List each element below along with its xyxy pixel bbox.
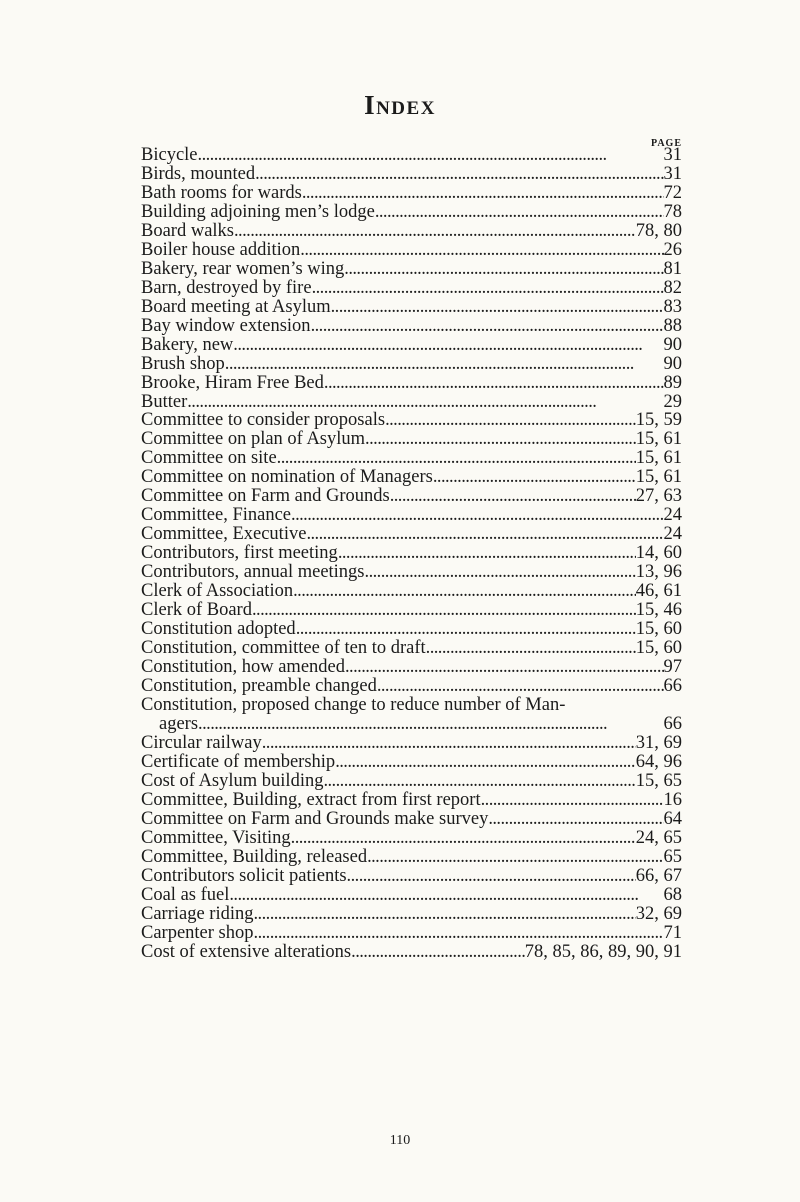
dot-leader [365, 563, 636, 582]
entry-pages: 13, 96 [635, 562, 682, 582]
entry-pages: 31 [663, 164, 682, 184]
entry-label: Contributors, annual meetings [141, 562, 365, 582]
dot-leader [254, 924, 664, 943]
index-entry [141, 601, 682, 620]
entry-pages: 31, 69 [635, 733, 682, 753]
dot-leader [331, 298, 664, 317]
entry-pages: 78, 80 [635, 221, 682, 241]
entry-pages: 15, 61 [635, 429, 682, 449]
index-entry [141, 411, 682, 430]
entry-label: Brooke, Hiram Free Bed [141, 373, 324, 393]
entry-pages: 97 [663, 657, 682, 677]
entry-pages: 15, 46 [635, 600, 682, 620]
entry-pages: 90 [663, 335, 682, 355]
index-entry [141, 753, 682, 772]
dot-leader [488, 810, 663, 829]
entry-pages: 26 [663, 240, 682, 260]
entry-pages: 14, 60 [635, 543, 682, 563]
entry-pages: 65 [663, 847, 682, 867]
dot-leader [324, 374, 664, 393]
dot-leader [351, 943, 525, 962]
dot-leader [252, 601, 636, 620]
entry-label: Bay window extension [141, 316, 311, 336]
index-entry [141, 279, 682, 298]
entry-label: Cost of extensive alterations [141, 942, 352, 962]
dot-leader [433, 468, 636, 487]
entry-label: agers [159, 714, 199, 734]
entry-label: Circular railway [141, 733, 262, 753]
index-entry [141, 544, 682, 563]
dot-leader [296, 620, 636, 639]
entry-pages: 24, 65 [635, 828, 682, 848]
entry-pages: 31 [663, 145, 682, 165]
page-title: Index [364, 90, 436, 120]
entry-label: Committee on Farm and Grounds [141, 486, 390, 506]
entry-pages: 66, 67 [635, 866, 682, 886]
dot-leader [338, 544, 636, 563]
entry-label: Committee on nomination of Managers [141, 467, 433, 487]
dot-leader [323, 772, 635, 791]
entry-pages: 64 [663, 809, 682, 829]
entry-pages: 16 [663, 790, 682, 810]
entry-pages: 71 [663, 923, 682, 943]
index-entry [141, 905, 682, 924]
index-entry-continued: Constitution, proposed change to reduce number of Man- [141, 695, 566, 715]
entry-pages: 15, 60 [635, 619, 682, 639]
entry-pages: 32, 69 [635, 904, 682, 924]
entry-pages: 29 [663, 392, 682, 412]
index-entry [141, 658, 682, 677]
dot-leader [344, 260, 663, 279]
index-entry [141, 525, 682, 544]
entry-pages: 83 [663, 297, 682, 317]
entry-pages: 24 [663, 505, 682, 525]
entry-label: Building adjoining men’s lodge [141, 202, 375, 222]
index-entry [141, 924, 682, 943]
dot-leader [229, 886, 663, 905]
entry-pages: 15, 61 [635, 448, 682, 468]
entry-label: Carpenter shop [141, 923, 254, 943]
entry-label: Clerk of Association [141, 581, 294, 601]
dot-leader [312, 279, 664, 298]
entry-label: Committee, Building, extract from first report [141, 790, 481, 810]
entry-label: Constitution, preamble changed [141, 676, 377, 696]
index-entry [141, 943, 682, 962]
index-entry [141, 848, 682, 867]
dot-leader [481, 791, 664, 810]
index-entry [141, 260, 682, 279]
index-group-b [141, 146, 682, 412]
entry-pages: 64, 96 [635, 752, 682, 772]
dot-leader [198, 715, 663, 734]
entry-label: Committee to consider proposals [141, 410, 386, 430]
entry-label: Barn, destroyed by fire [141, 278, 312, 298]
entry-pages: 78 [663, 202, 682, 222]
dot-leader [198, 146, 664, 165]
dot-leader [262, 734, 636, 753]
entry-pages: 68 [663, 885, 682, 905]
index-entry [141, 241, 682, 260]
entry-label: Committee, Executive [141, 524, 307, 544]
entry-label: Contributors solicit patients [141, 866, 347, 886]
entry-label: Constitution, how amended [141, 657, 345, 677]
index-entry [141, 506, 682, 525]
dot-leader [390, 487, 636, 506]
entry-pages: 89 [663, 373, 682, 393]
entry-pages: 81 [663, 259, 682, 279]
dot-leader [302, 184, 664, 203]
dot-leader [277, 449, 636, 468]
entry-pages: 90 [663, 354, 682, 374]
entry-label: Committee, Building, released [141, 847, 368, 867]
entry-pages: 88 [663, 316, 682, 336]
index-entry [141, 810, 682, 829]
entry-label: Committee, Visiting [141, 828, 291, 848]
index-entry [141, 487, 682, 506]
entry-label: Coal as fuel [141, 885, 230, 905]
entry-pages: 82 [663, 278, 682, 298]
index-entry [141, 772, 682, 791]
index-entry [141, 222, 682, 241]
entry-pages: 15, 61 [635, 467, 682, 487]
index-entry [141, 829, 682, 848]
index-entry [141, 563, 682, 582]
entry-pages: 27, 63 [635, 486, 682, 506]
dot-leader [377, 677, 664, 696]
index-entry [141, 715, 682, 734]
entry-label: Brush shop [141, 354, 225, 374]
entry-pages: 72 [663, 183, 682, 203]
dot-leader [255, 165, 663, 184]
dot-leader [311, 317, 664, 336]
entry-pages: 24 [663, 524, 682, 544]
index-entry [141, 336, 682, 355]
dot-leader [345, 658, 664, 677]
entry-label: Bath rooms for wards [141, 183, 302, 203]
page-column-heading: PAGE [650, 138, 682, 149]
index-entry [141, 867, 682, 886]
index-entry [141, 430, 682, 449]
dot-leader [293, 582, 636, 601]
index-entry [141, 203, 682, 222]
dot-leader [335, 753, 636, 772]
dot-leader [426, 639, 636, 658]
entry-pages: 66 [663, 676, 682, 696]
index-entry [141, 886, 682, 905]
entry-pages: 15, 60 [635, 638, 682, 658]
dot-leader [291, 829, 636, 848]
dot-leader [254, 905, 636, 924]
entry-label: Bakery, new [141, 335, 234, 355]
dot-leader [365, 430, 636, 449]
dot-leader [375, 203, 664, 222]
index-entry [141, 317, 682, 336]
entry-label: Butter [141, 392, 188, 412]
page-number: 110 [389, 1133, 411, 1148]
index-entry [141, 639, 682, 658]
entry-pages: 66 [663, 714, 682, 734]
index-entry [141, 298, 682, 317]
index-entry [141, 165, 682, 184]
dot-leader [306, 525, 663, 544]
entry-pages: 78, 85, 86, 89, 90, 91 [524, 942, 682, 962]
index-entry [141, 146, 682, 165]
dot-leader [367, 848, 663, 867]
index-entry [141, 620, 682, 639]
entry-label: Committee, Finance [141, 505, 292, 525]
dot-leader [234, 222, 636, 241]
entry-label: Committee on plan of Asylum [141, 429, 366, 449]
index-entry [141, 449, 682, 468]
dot-leader [291, 506, 663, 525]
entry-label: Cost of Asylum building [141, 771, 324, 791]
entry-label: Committee on Farm and Grounds make survey [141, 809, 489, 829]
entry-label: Board walks [141, 221, 234, 241]
dot-leader [233, 336, 663, 355]
index-entry [141, 184, 682, 203]
index-entry [141, 374, 682, 393]
index-group-c [141, 411, 682, 962]
entry-label: Contributors, first meeting [141, 543, 338, 563]
index-entry [141, 355, 682, 374]
entry-pages: 46, 61 [635, 581, 682, 601]
entry-label: Clerk of Board [141, 600, 252, 620]
entry-label: Constitution adopted [141, 619, 296, 639]
dot-leader [347, 867, 636, 886]
entry-label: Boiler house addition [141, 240, 301, 260]
dot-leader [385, 411, 636, 430]
entry-label: Committee on site [141, 448, 277, 468]
index-entry [141, 791, 682, 810]
entry-label: Birds, mounted [141, 164, 256, 184]
entry-label: Certificate of membership [141, 752, 336, 772]
entry-label: Carriage riding [141, 904, 254, 924]
dot-leader [300, 241, 663, 260]
entry-pages: 15, 59 [635, 410, 682, 430]
entry-label: Bicycle [141, 145, 198, 165]
index-entry [141, 677, 682, 696]
dot-leader [225, 355, 664, 374]
index-entry [141, 582, 682, 601]
entry-label: Board meeting at Asylum [141, 297, 331, 317]
entry-label: Bakery, rear women’s wing [141, 259, 345, 279]
index-entry [141, 468, 682, 487]
entry-pages: 15, 65 [635, 771, 682, 791]
entry-label: Constitution, committee of ten to draft [141, 638, 426, 658]
index-entry [141, 734, 682, 753]
